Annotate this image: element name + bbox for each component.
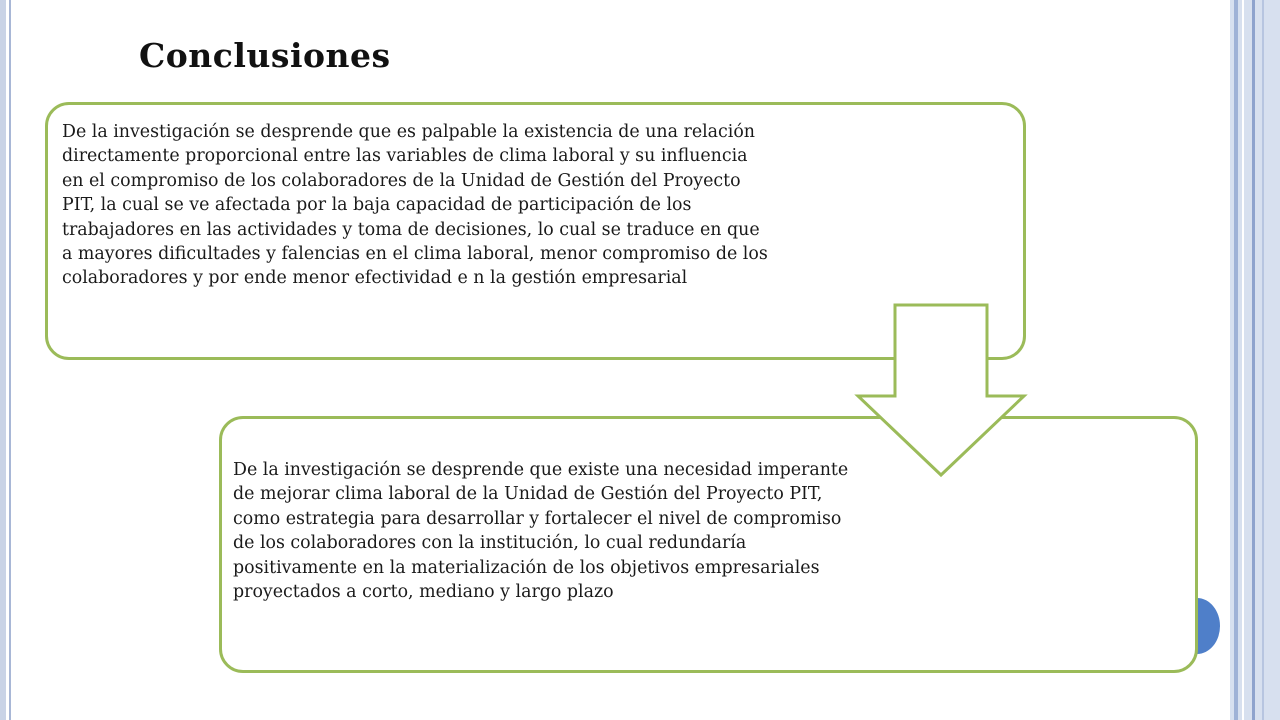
slide-left-border	[0, 0, 14, 720]
conclusion-text-2: De la investigación se desprende que existe una necesidad imperante de mejorar clima laboral de la Unidad de Gestión del Proyecto PIT, como estrategia para desarrollar y fortalecer el nivel de compromiso de los colaboradores con la institución, lo cual redundaría positivamente en la materialización de los objetivos empresariales proyectados a corto, mediano y largo plazo	[233, 460, 849, 603]
slide-right-decoration	[1228, 0, 1280, 720]
slide-title: Conclusiones	[139, 36, 391, 75]
conclusion-text-1: De la investigación se desprende que es palpable la existencia de una relación directamente proporcional entre las variables de clima laboral y su influencia en el compromiso de los colaboradores de la Unidad de Gestión del Proyecto PIT, la cual se ve afectada por la baja capacidad de participación de los trabajadores en las actividades y toma de decisiones, lo cual se traduce en que a mayores dificultades y falencias en el clima laboral, menor compromiso de los colaboradores y por ende menor efectividad e n la gestión empresarial	[62, 122, 768, 289]
down-arrow-connector	[850, 300, 1035, 480]
